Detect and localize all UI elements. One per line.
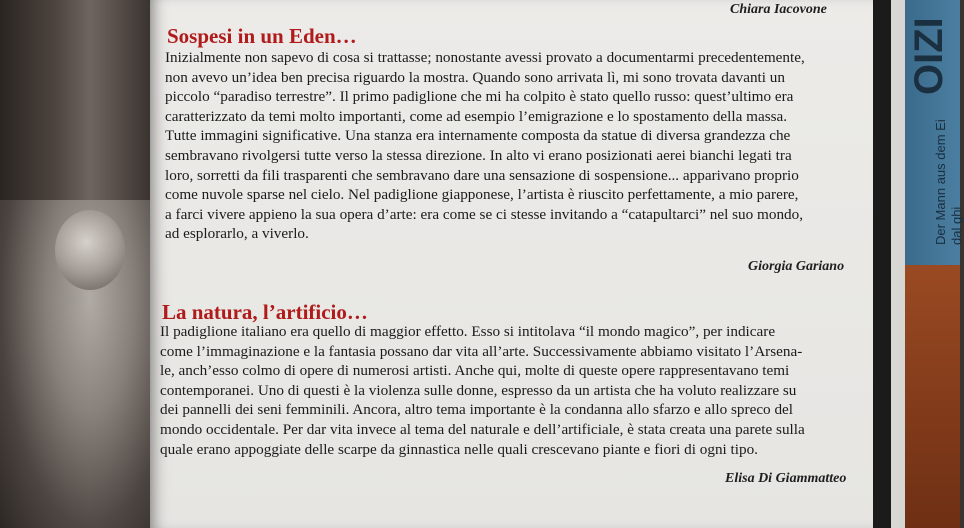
text-line: sembravano rivolgersi tutte verso la stessa direzione. In alto vi erano posizionati aerei bianchi legati tra [165, 146, 792, 164]
left-photo [0, 0, 150, 528]
text-line: come l’immaginazione e la fantasia possano dar vita all’arte. Successivamente abbiamo visitato l’Arsena- [160, 342, 803, 360]
adjacent-wood [905, 265, 960, 528]
text-line: quale erano appoggiate delle scarpe da ginnastica nelle quali crescevano piante e fiori di ogni tipo. [160, 440, 758, 458]
page-edge-bar [873, 0, 891, 528]
text-line: come nuvole sparse nel cielo. Nel padiglione giapponese, l’artista è riuscito perfettamente, a mio parere, [165, 186, 799, 204]
section2-body [160, 322, 860, 459]
section2-signature: Elisa Di Giammatteo [725, 471, 847, 486]
top-author: Chiara Iacovone [730, 2, 827, 17]
poster-big-text: OIZI [907, 17, 951, 95]
text-line: dei pannelli dei seni femminili. Ancora, altro tema importante è la condanna allo sfarzo e allo spreco del [160, 401, 794, 419]
text-line: Il padiglione italiano era quello di maggior effetto. Esso si intitolava “il mondo magico”, per indicare [160, 323, 776, 340]
text-line: le, anch’esso colmo di opere di numerosi artisti. Anche qui, molte di queste opere rappresentavano temi [160, 362, 790, 380]
poster-small-text: Der Mann aus dem Ei [933, 119, 948, 245]
section2-title: La natura, l’artificio… [162, 300, 368, 324]
section1-title: Sospesi in un Eden… [167, 24, 357, 48]
text-line: mondo occidentale. Per dar vita invece al tema del naturale e dell’artificiale, è stata creata una parete sulla [160, 420, 805, 438]
poster-small-text-2: dal ghi [949, 206, 964, 245]
section1-body [165, 48, 865, 244]
text-line: Tutte immagini significative. Una stanza era internamente composta da statue di diversa grandezza che [165, 127, 791, 145]
text-line: contemporanei. Uno di questi è la violenza sulle donne, espresso da un artista che ha voluto realizzare su [160, 381, 797, 399]
text-line: non avevo un’idea ben precisa riguardo la mostra. Quando sono arrivata lì, mi sono trovata davanti un [165, 68, 785, 86]
text-line: ad esplorarlo, a viverlo. [165, 225, 309, 243]
text-line: caratterizzato da temi molto importanti, come ad esempio l’emigrazione e lo spostamento della massa. [165, 107, 788, 125]
text-line: a farci vivere appieno la sua opera d’arte: era come se ci stesse invitando a “catapultarci” nel suo mondo, [165, 205, 804, 223]
section1-signature: Giorgia Gariano [748, 259, 845, 274]
adjacent-poster [905, 0, 964, 265]
text-line: piccolo “paradiso terrestre”. Il primo padiglione che mi ha colpito è stato quello russo: quest’ultimo era [165, 88, 794, 106]
text-line: loro, sorretti da fili trasparenti che sembravano dare una sensazione di sospensione... apparivano proprio [165, 166, 799, 184]
statue-head [55, 210, 125, 290]
text-line: Inizialmente non sapevo di cosa si trattasse; nonostante avessi provato a documentarmi precedentemente, [165, 49, 805, 66]
